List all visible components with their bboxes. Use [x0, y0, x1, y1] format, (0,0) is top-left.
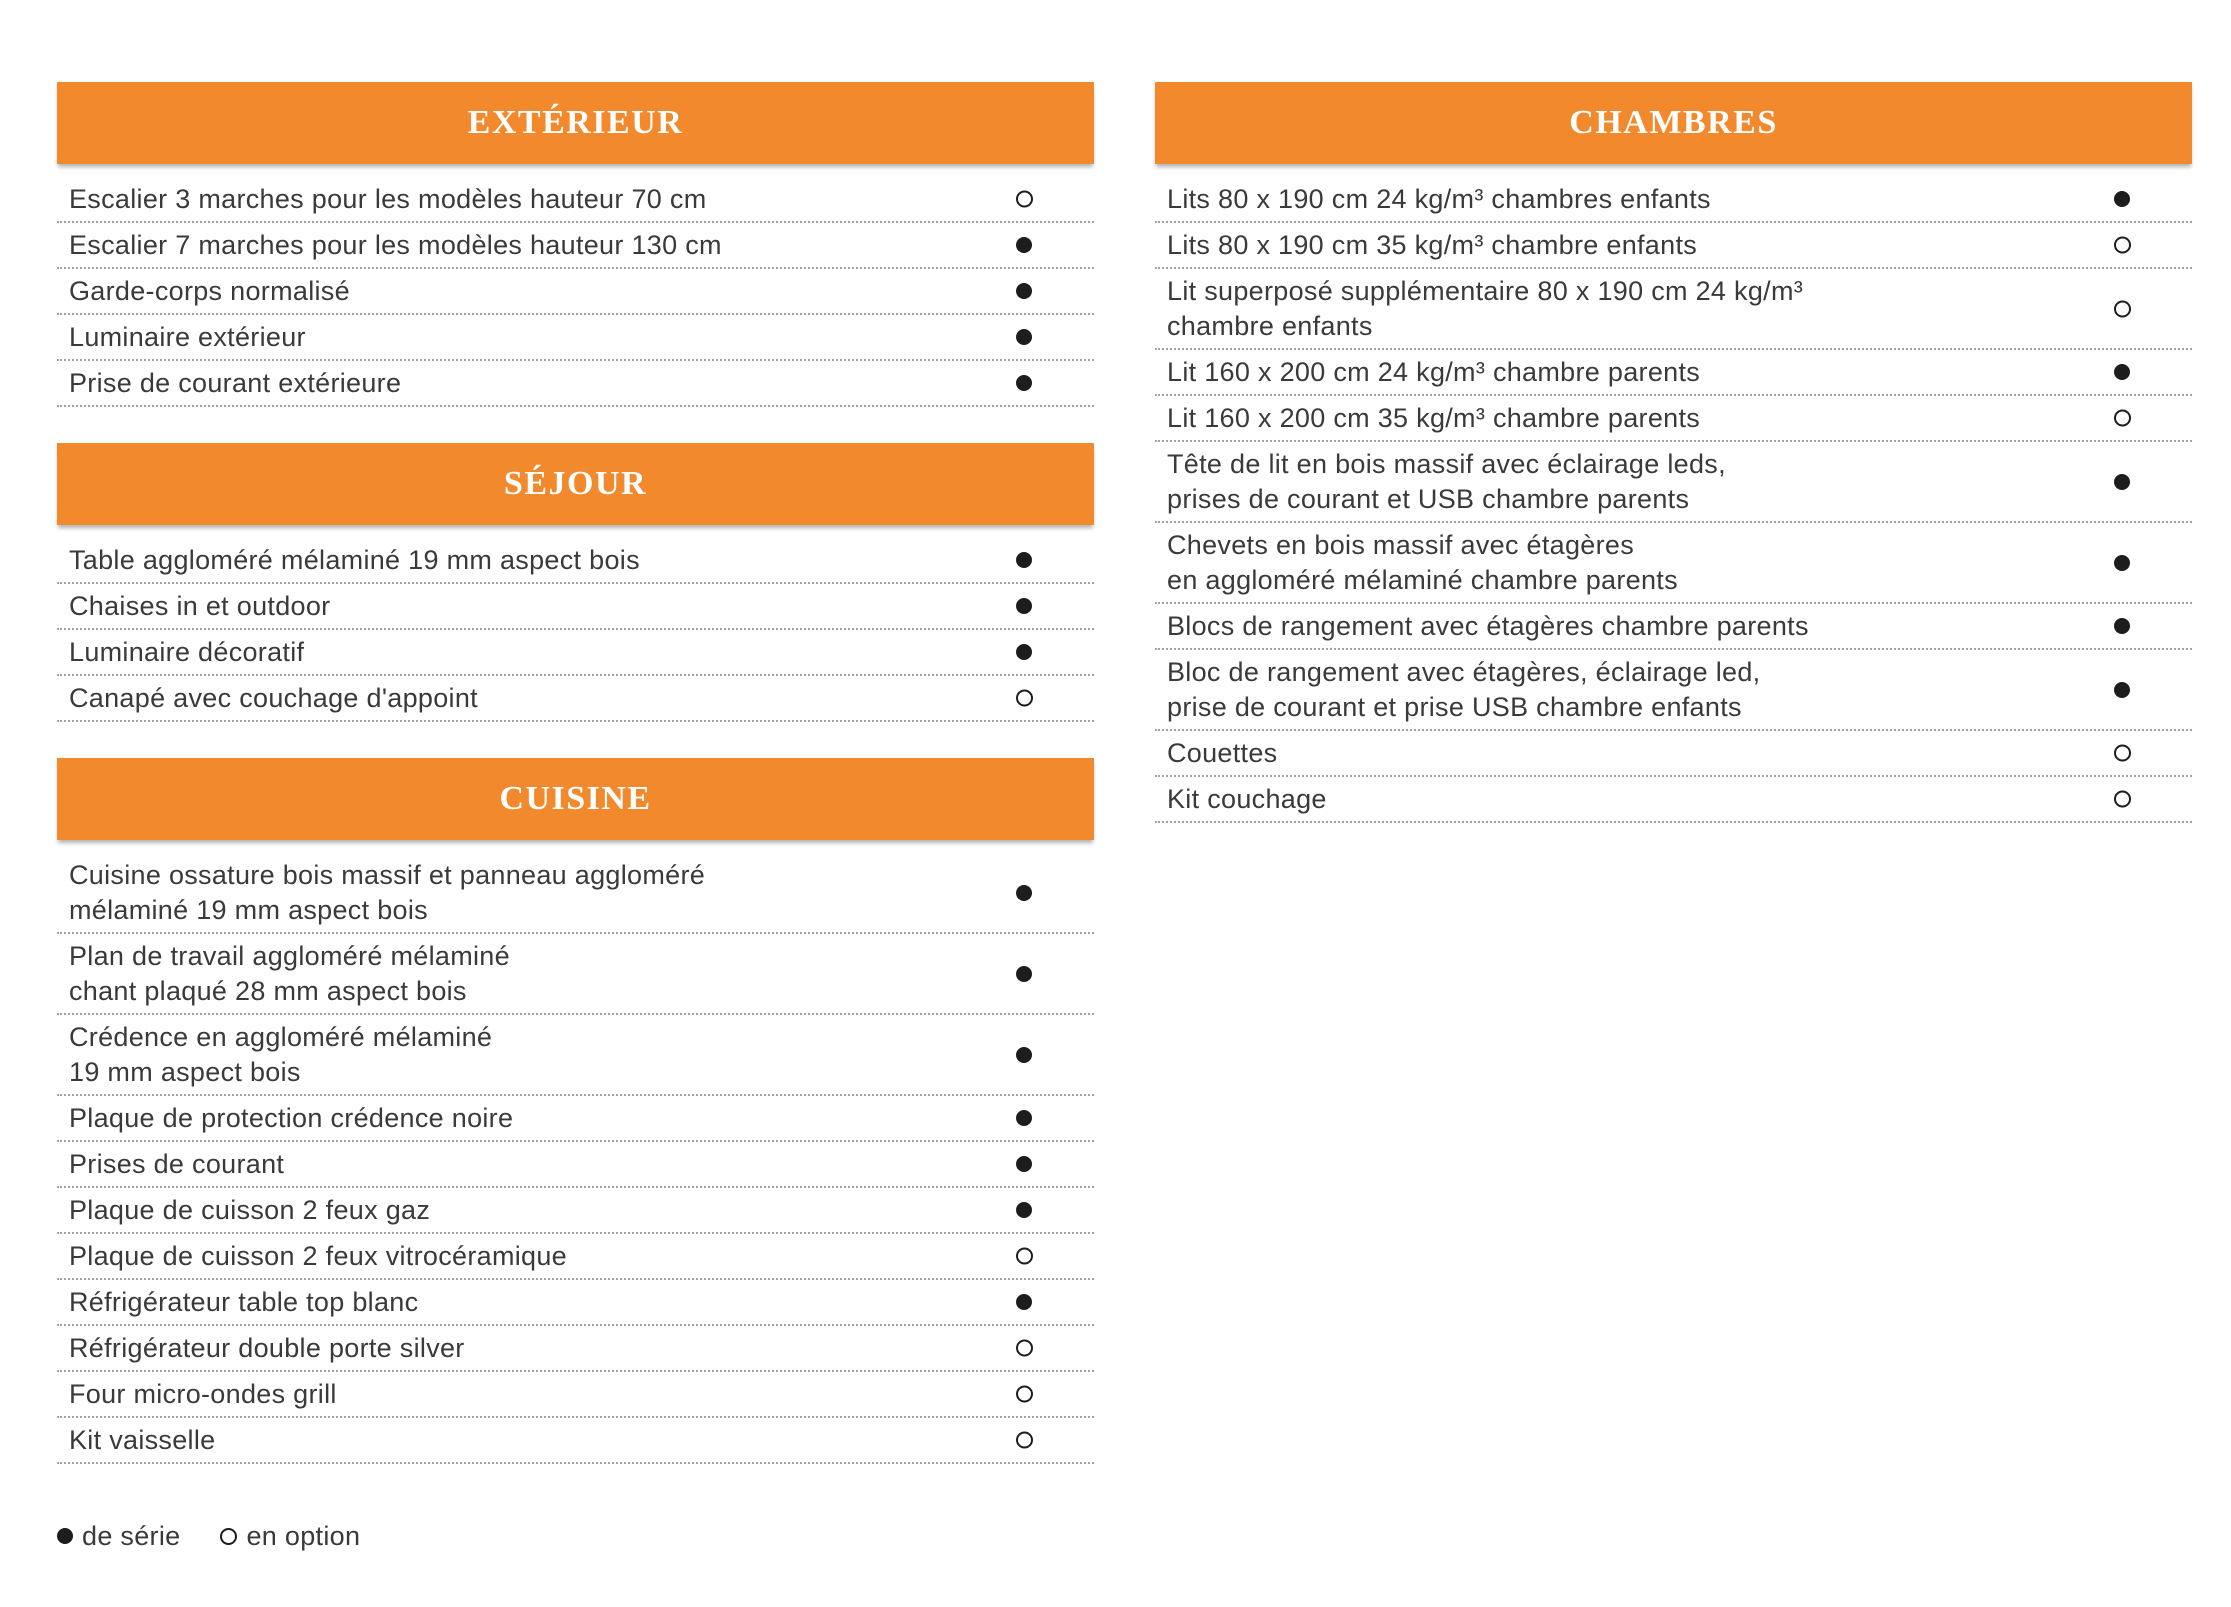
- equipment-row: [1155, 350, 2192, 396]
- equipment-label: [69, 366, 401, 401]
- equipment-row: [1155, 223, 2192, 269]
- filled-circle-icon: [1016, 1156, 1032, 1172]
- equipment-label-line: Couettes: [1167, 737, 1278, 768]
- equipment-row: [57, 538, 1094, 584]
- equipment-label-line: prises de courant et USB chambre parents: [1167, 483, 1690, 514]
- equipment-label: [69, 1193, 430, 1228]
- equipment-label: [69, 858, 705, 928]
- equipment-row: [57, 1015, 1094, 1096]
- equipment-label-line: en aggloméré mélaminé chambre parents: [1167, 564, 1678, 595]
- equipment-label-line: chambre enfants: [1167, 310, 1373, 341]
- filled-circle-icon: [2114, 191, 2130, 207]
- section-title: SÉJOUR: [503, 465, 648, 502]
- equipment-row: [57, 269, 1094, 315]
- filled-circle-icon: [1016, 375, 1032, 391]
- filled-circle-icon: [2114, 474, 2130, 490]
- equipment-row: [57, 1326, 1094, 1372]
- section-header: [1155, 82, 2192, 164]
- equipment-label: [69, 939, 510, 1009]
- open-circle-icon: [2114, 300, 2131, 317]
- equipment-label-line: Kit vaisselle: [69, 1424, 216, 1455]
- equipment-row: [57, 853, 1094, 934]
- filled-circle-icon: [1016, 966, 1032, 982]
- equipment-label-line: Four micro-ondes grill: [69, 1378, 337, 1409]
- equipment-label: [69, 635, 304, 670]
- equipment-row: [57, 1142, 1094, 1188]
- equipment-label: [1167, 401, 1700, 436]
- equipment-label: [69, 320, 306, 355]
- equipment-row: [57, 584, 1094, 630]
- equipment-row: [57, 1096, 1094, 1142]
- equipment-label: [1167, 182, 1711, 217]
- equipment-label-line: Réfrigérateur double porte silver: [69, 1332, 465, 1363]
- section-title: CUISINE: [499, 780, 652, 817]
- equipment-row: [1155, 269, 2192, 350]
- equipment-label-line: Garde-corps normalisé: [69, 275, 350, 306]
- equipment-label: [1167, 528, 1678, 598]
- equipment-row: [57, 1234, 1094, 1280]
- equipment-row: [57, 1188, 1094, 1234]
- legend: [57, 1518, 360, 1554]
- equipment-label: [1167, 782, 1327, 817]
- equipment-label-line: Crédence en aggloméré mélaminé: [69, 1021, 493, 1052]
- filled-circle-icon: [1016, 283, 1032, 299]
- open-circle-icon: [1016, 690, 1033, 707]
- open-circle-icon: [1016, 1386, 1033, 1403]
- equipment-label: [69, 1239, 567, 1274]
- equipment-row: [1155, 177, 2192, 223]
- equipment-label-line: prise de courant et prise USB chambre enfants: [1167, 691, 1742, 722]
- equipment-label-line: chant plaqué 28 mm aspect bois: [69, 975, 467, 1006]
- section-title: CHAMBRES: [1569, 104, 1778, 141]
- open-circle-icon: [2114, 745, 2131, 762]
- filled-circle-icon: [2114, 682, 2130, 698]
- section-chambres: [1155, 82, 2192, 823]
- legend-option: [220, 1521, 360, 1552]
- filled-circle-icon: [1016, 644, 1032, 660]
- equipment-label-line: Lit 160 x 200 cm 24 kg/m³ chambre parents: [1167, 356, 1701, 387]
- section-exterieur: [57, 82, 1094, 407]
- equipment-label-line: 19 mm aspect bois: [69, 1056, 301, 1087]
- equipment-label: [69, 1285, 418, 1320]
- legend-option-label: en option: [246, 1520, 361, 1551]
- legend-standard: [57, 1521, 180, 1552]
- equipment-label-line: Escalier 3 marches pour les modèles hauteur 70 cm: [69, 183, 707, 214]
- equipment-row: [57, 676, 1094, 722]
- equipment-row: [57, 934, 1094, 1015]
- equipment-row: [1155, 731, 2192, 777]
- section-header: [57, 82, 1094, 164]
- equipment-label: [69, 1423, 215, 1458]
- filled-circle-icon: [1016, 329, 1032, 345]
- equipment-label: [1167, 609, 1809, 644]
- equipment-label-line: Lits 80 x 190 cm 24 kg/m³ chambres enfants: [1167, 183, 1711, 214]
- equipment-row: [1155, 442, 2192, 523]
- open-circle-icon: [220, 1528, 237, 1545]
- equipment-label: [69, 1331, 465, 1366]
- equipment-row: [57, 315, 1094, 361]
- filled-circle-icon: [57, 1528, 73, 1544]
- equipment-label-line: Tête de lit en bois massif avec éclairage leds,: [1167, 448, 1726, 479]
- open-circle-icon: [1016, 1432, 1033, 1449]
- equipment-label-line: Escalier 7 marches pour les modèles hauteur 130 cm: [69, 229, 722, 260]
- open-circle-icon: [2114, 410, 2131, 427]
- section-header: [57, 758, 1094, 840]
- section-cuisine: [57, 758, 1094, 1464]
- equipment-label: [1167, 447, 1726, 517]
- equipment-row: [57, 361, 1094, 407]
- equipment-label: [69, 1020, 492, 1090]
- filled-circle-icon: [2114, 618, 2130, 634]
- equipment-label-line: Table aggloméré mélaminé 19 mm aspect bois: [69, 544, 640, 575]
- section-header: [57, 443, 1094, 525]
- open-circle-icon: [1016, 191, 1033, 208]
- equipment-label: [1167, 274, 1803, 344]
- equipment-label: [1167, 355, 1700, 390]
- equipment-label-line: Canapé avec couchage d'appoint: [69, 682, 478, 713]
- equipment-label-line: Lits 80 x 190 cm 35 kg/m³ chambre enfants: [1167, 229, 1698, 260]
- equipment-label-line: Plaque de protection crédence noire: [69, 1102, 514, 1133]
- open-circle-icon: [1016, 1248, 1033, 1265]
- equipment-label: [69, 1147, 284, 1182]
- equipment-label-line: mélaminé 19 mm aspect bois: [69, 894, 428, 925]
- equipment-row: [57, 1418, 1094, 1464]
- equipment-label-line: Chaises in et outdoor: [69, 590, 331, 621]
- filled-circle-icon: [2114, 555, 2130, 571]
- filled-circle-icon: [1016, 552, 1032, 568]
- equipment-row: [1155, 396, 2192, 442]
- equipment-label-line: Blocs de rangement avec étagères chambre parents: [1167, 610, 1809, 641]
- equipment-label-line: Luminaire extérieur: [69, 321, 306, 352]
- equipment-label: [1167, 736, 1277, 771]
- equipment-label-line: Prise de courant extérieure: [69, 367, 402, 398]
- equipment-label: [69, 274, 350, 309]
- equipment-row: [57, 177, 1094, 223]
- equipment-label: [69, 1101, 513, 1136]
- filled-circle-icon: [1016, 237, 1032, 253]
- filled-circle-icon: [1016, 885, 1032, 901]
- equipment-row: [1155, 604, 2192, 650]
- equipment-row: [1155, 650, 2192, 731]
- filled-circle-icon: [1016, 1202, 1032, 1218]
- equipment-label-line: Luminaire décoratif: [69, 636, 305, 667]
- open-circle-icon: [2114, 237, 2131, 254]
- right-column: [1155, 82, 2192, 823]
- equipment-row: [1155, 523, 2192, 604]
- legend-standard-label: de série: [82, 1520, 181, 1551]
- equipment-label-line: Plaque de cuisson 2 feux vitrocéramique: [69, 1240, 567, 1271]
- equipment-label-line: Lit 160 x 200 cm 35 kg/m³ chambre parents: [1167, 402, 1701, 433]
- section-sejour: [57, 443, 1094, 722]
- equipment-label: [69, 681, 478, 716]
- open-circle-icon: [1016, 1340, 1033, 1357]
- equipment-label: [1167, 655, 1760, 725]
- filled-circle-icon: [1016, 1294, 1032, 1310]
- equipment-row: [57, 1280, 1094, 1326]
- equipment-label: [69, 1377, 337, 1412]
- left-column: [57, 82, 1094, 1464]
- equipment-row: [57, 1372, 1094, 1418]
- filled-circle-icon: [1016, 1047, 1032, 1063]
- open-circle-icon: [2114, 791, 2131, 808]
- equipment-label-line: Lit superposé supplémentaire 80 x 190 cm 24 kg/m³: [1167, 275, 1804, 306]
- section-title: EXTÉRIEUR: [467, 104, 684, 141]
- equipment-label-line: Cuisine ossature bois massif et panneau aggloméré: [69, 859, 706, 890]
- equipment-label-line: Plaque de cuisson 2 feux gaz: [69, 1194, 431, 1225]
- equipment-row: [57, 223, 1094, 269]
- equipment-row: [1155, 777, 2192, 823]
- equipment-label-line: Plan de travail aggloméré mélaminé: [69, 940, 510, 971]
- filled-circle-icon: [2114, 364, 2130, 380]
- equipment-label: [69, 589, 330, 624]
- equipment-label: [69, 228, 722, 263]
- equipment-label: [1167, 228, 1697, 263]
- equipment-label-line: Kit couchage: [1167, 783, 1327, 814]
- equipment-label-line: Chevets en bois massif avec étagères: [1167, 529, 1635, 560]
- equipment-label-line: Réfrigérateur table top blanc: [69, 1286, 419, 1317]
- filled-circle-icon: [1016, 1110, 1032, 1126]
- equipment-label: [69, 543, 640, 578]
- equipment-row: [57, 630, 1094, 676]
- equipment-label: [69, 182, 707, 217]
- equipment-label-line: Bloc de rangement avec étagères, éclairage led,: [1167, 656, 1761, 687]
- filled-circle-icon: [1016, 598, 1032, 614]
- equipment-label-line: Prises de courant: [69, 1148, 285, 1179]
